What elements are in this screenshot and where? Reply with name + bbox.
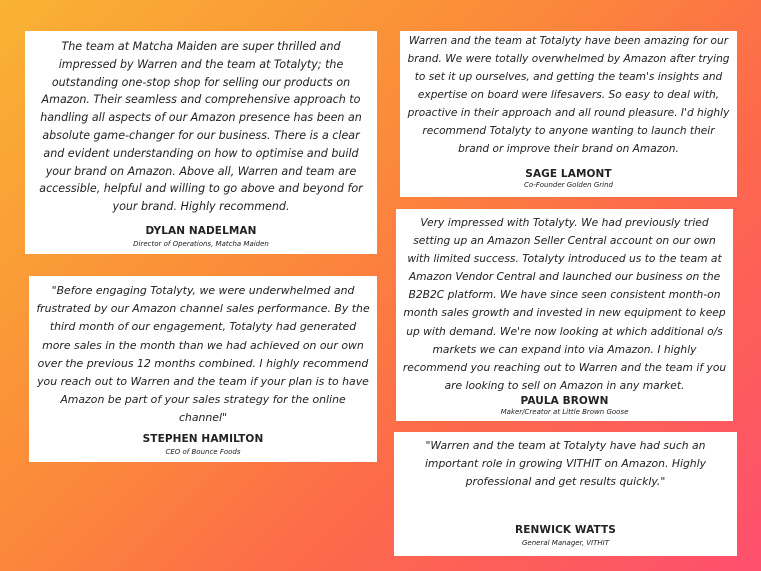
testimonial-quote: Warren and the team at Totalyty have been amazing for our brand. We were totally overwhelmed by Amazon after trying to set it up ourselves, and getting the team's insights and expertise on board were lifesavers. So easy to deal with, proactive in their approach and all round pleasure. I'd highly recommend Totalyty to anyone wanting to launch their brand or improve their brand on Amazon. [407, 35, 730, 155]
testimonial-card-renwick-watts [394, 432, 737, 556]
testimonial-quote: "Before engaging Totalyty, we were underwhelmed and frustrated by our Amazon channel sales performance. By the third month of our engagement, Totalyty had generated more sales in the month than we had achieved on our own over the previous 12 months combined. I highly recommend you reach out to Warren and the team if your plan is to have Amazon be part of your sales strategy for the online channel" [36, 284, 370, 425]
testimonial-quote: Very impressed with Totalyty. We had previously tried setting up an Amazon Seller Central account on our own with limited success. Totalyty introduced us to the team at Amazon Vendor Central and launched our business on the B2B2C platform. We have since seen consistent month-on month sales growth and invested in new equipment to keep up with demand. We're now looking at which additional o/s markets we can expand into via Amazon. I highly recommend you reaching out to Warren and the team if you are looking to sell on Amazon in any market. [402, 216, 727, 392]
testimonial-author-name: RENWICK WATTS [515, 524, 616, 536]
testimonial-author-name: DYLAN NADELMAN [145, 225, 257, 237]
testimonial-quote: The team at Matcha Maiden are super thrilled and impressed by Warren and the team at Totalyty; the outstanding one-stop shop for selling our products on Amazon. Their seamless and comprehensive approach to handling all aspects of our Amazon presence has been an absolute game-changer for our business. There is a clear and evident understanding on how to optimise and build your brand on Amazon. Above all, Warren and team are accessible, helpful and willing to go above and beyond for your brand. Highly recommend. [39, 40, 363, 214]
testimonial-author-name: STEPHEN HAMILTON [142, 433, 264, 445]
testimonial-card-dylan-nadelman [25, 31, 377, 254]
testimonial-author-role: General Manager, VITHIT [521, 539, 610, 547]
testimonial-author-name: PAULA BROWN [520, 395, 609, 407]
testimonial-quote: "Warren and the team at Totalyty have had such an important role in growing VITHIT on Amazon. Highly professional and get results quickly." [424, 439, 707, 488]
testimonial-author-role: Co-Founder Golden Grind [524, 181, 613, 189]
testimonial-author-role: CEO of Bounce Foods [165, 448, 241, 456]
testimonial-card-paula-brown [396, 209, 733, 421]
testimonial-card-stephen-hamilton [29, 276, 377, 462]
testimonial-card-sage-lamont [400, 31, 737, 197]
testimonial-author-name: SAGE LAMONT [525, 168, 612, 180]
testimonial-author-role: Director of Operations, Matcha Maiden [133, 240, 269, 248]
testimonial-author-role: Maker/Creator at Little Brown Goose [500, 408, 629, 416]
